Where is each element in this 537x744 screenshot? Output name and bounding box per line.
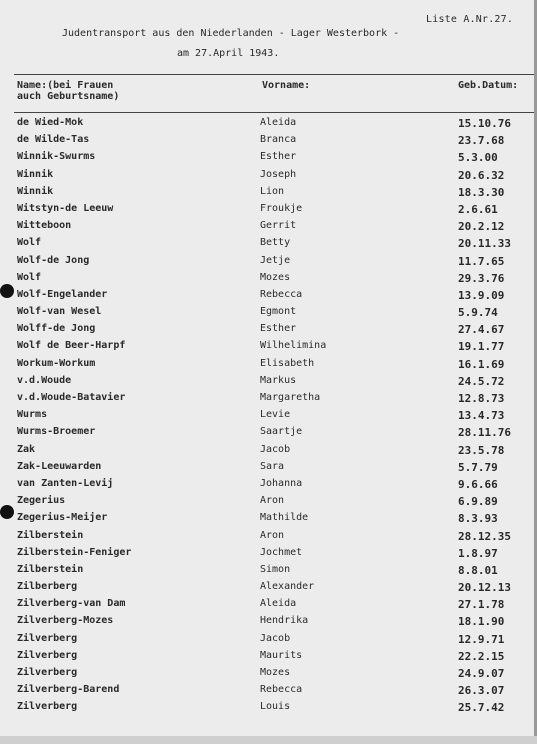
birth-date: 5.9.74 — [458, 306, 498, 320]
list-item — [0, 151, 537, 168]
birth-date: 20.6.32 — [458, 168, 505, 182]
list-item — [0, 667, 537, 684]
first-name: Markus — [260, 374, 297, 386]
list-item — [0, 392, 537, 409]
surname: Zilberstein — [17, 529, 84, 541]
birth-date: 12.9.71 — [458, 632, 505, 646]
birth-date: 20.2.12 — [458, 220, 505, 234]
birth-date: 5.7.79 — [458, 460, 498, 474]
list-item — [0, 495, 537, 512]
surname: Wolff-de Jong — [17, 323, 96, 335]
birth-date: 18.1.90 — [458, 615, 505, 629]
list-item — [0, 650, 537, 667]
list-item — [0, 340, 537, 357]
first-name: Betty — [260, 237, 291, 249]
surname: Zegerius — [17, 495, 66, 507]
surname: Zilberstein-Feniger — [17, 546, 132, 558]
surname: v.d.Woude — [17, 374, 72, 386]
surname: Witstyn-de Leeuw — [17, 202, 114, 214]
surname: Wolf de Beer-Harpf — [17, 340, 126, 352]
list-item — [0, 203, 537, 220]
birth-date: 23.7.68 — [458, 134, 505, 148]
list-item — [0, 375, 537, 392]
first-name: Froukje — [260, 202, 303, 214]
birth-date: 27.1.78 — [458, 598, 505, 612]
first-name: Branca — [260, 134, 297, 146]
first-name: Mozes — [260, 667, 291, 678]
birth-date: 2.6.61 — [458, 202, 498, 216]
surname: Wolf-de Jong — [17, 254, 90, 266]
punch-hole — [0, 505, 14, 519]
surname: Wurms — [17, 409, 48, 421]
first-name: Levie — [260, 409, 291, 421]
birth-date: 12.8.73 — [458, 392, 505, 405]
birth-date: 15.10.76 — [458, 117, 511, 130]
header-name-line-2: auch Geburtsname) — [17, 91, 120, 102]
surname: Wolf-van Wesel — [17, 306, 102, 318]
surname: Winnik — [17, 168, 54, 180]
first-name: Johanna — [260, 477, 303, 489]
first-name: Egmont — [260, 306, 297, 318]
list-item — [0, 426, 537, 443]
surname: Witteboon — [17, 220, 72, 232]
surname: Zilverberg — [17, 667, 78, 678]
list-item — [0, 117, 537, 134]
first-name: Esther — [260, 323, 297, 335]
birth-date: 9.6.66 — [458, 477, 498, 491]
first-name: Saartje — [260, 426, 303, 438]
birth-date: 28.12.35 — [458, 529, 511, 543]
list-item — [0, 255, 537, 272]
birth-date: 19.1.77 — [458, 340, 505, 354]
surname: Zilverberg — [17, 632, 78, 644]
birth-date: 27.4.67 — [458, 323, 505, 337]
list-item — [0, 444, 537, 461]
first-name: Jacob — [260, 443, 291, 455]
list-item — [0, 564, 537, 581]
first-name: Elisabeth — [260, 357, 315, 369]
list-item — [0, 272, 537, 289]
first-name: Maurits — [260, 649, 303, 661]
birth-date: 22.2.15 — [458, 649, 505, 663]
birth-date: 8.3.93 — [458, 512, 498, 526]
birth-date: 20.11.33 — [458, 237, 511, 251]
punch-hole — [0, 284, 14, 298]
surname: Workum-Workum — [17, 357, 96, 369]
header-rule-bottom — [14, 112, 534, 113]
list-item — [0, 186, 537, 203]
list-item — [0, 237, 537, 254]
birth-date: 16.1.69 — [458, 357, 505, 371]
first-name: Jetje — [260, 254, 291, 266]
first-name: Aron — [260, 495, 285, 507]
list-item — [0, 289, 537, 306]
birth-date: 18.3.30 — [458, 185, 505, 199]
surname: Zak — [17, 443, 36, 455]
header-name — [17, 80, 119, 102]
header-firstname: Vorname: — [262, 80, 311, 91]
header-rule-top — [14, 74, 534, 75]
first-name: Mozes — [260, 271, 291, 283]
surname: Zilberstein — [17, 563, 84, 575]
birth-date: 28.11.76 — [458, 426, 511, 440]
list-item — [0, 701, 537, 718]
birth-date: 29.3.76 — [458, 271, 505, 285]
title-line-1: Judentransport aus den Niederlanden - Lager Westerbork - — [62, 28, 400, 39]
surname: Zilberberg — [17, 581, 78, 593]
first-name: Simon — [260, 563, 291, 575]
list-item — [0, 409, 537, 426]
first-name: Jochmet — [260, 546, 303, 558]
first-name: Louis — [260, 701, 291, 713]
list-item — [0, 358, 537, 375]
first-name: Rebecca — [260, 684, 303, 696]
list-item — [0, 615, 537, 632]
page-bottom-edge — [0, 736, 537, 744]
list-item — [0, 512, 537, 529]
birth-date: 13.4.73 — [458, 409, 505, 423]
first-name: Aleida — [260, 117, 297, 128]
first-name: Joseph — [260, 168, 297, 180]
surname: Winnik — [17, 185, 54, 197]
surname: Wolf-Engelander — [17, 288, 108, 300]
surname: Wurms-Broemer — [17, 426, 96, 438]
first-name: Jacob — [260, 632, 291, 644]
first-name: Wilhelimina — [260, 340, 327, 352]
header-birthdate: Geb.Datum: — [458, 80, 519, 91]
title-line-2: am 27.April 1943. — [177, 48, 280, 59]
surname: Wolf — [17, 271, 42, 283]
surname: Zilverberg — [17, 701, 78, 713]
list-item — [0, 530, 537, 547]
list-item — [0, 169, 537, 186]
list-item — [0, 306, 537, 323]
list-item — [0, 220, 537, 237]
first-name: Mathilde — [260, 512, 309, 524]
first-name: Rebecca — [260, 288, 303, 300]
birth-date: 13.9.09 — [458, 288, 505, 302]
first-name: Lion — [260, 185, 285, 197]
surname: Zilverberg-van Dam — [17, 598, 126, 610]
birth-date: 8.8.01 — [458, 563, 498, 577]
birth-date: 6.9.89 — [458, 495, 498, 509]
first-name: Alexander — [260, 581, 315, 593]
person-list — [0, 117, 537, 719]
first-name: Aron — [260, 529, 285, 541]
list-item — [0, 323, 537, 340]
birth-date: 23.5.78 — [458, 443, 505, 457]
first-name: Aleida — [260, 598, 297, 610]
birth-date: 11.7.65 — [458, 254, 505, 268]
list-item — [0, 478, 537, 495]
list-item — [0, 581, 537, 598]
birth-date: 24.5.72 — [458, 374, 505, 388]
first-name: Esther — [260, 151, 297, 163]
surname: Winnik-Swurms — [17, 151, 96, 163]
birth-date: 24.9.07 — [458, 667, 505, 680]
birth-date: 25.7.42 — [458, 701, 505, 715]
first-name: Gerrit — [260, 220, 297, 232]
list-item — [0, 134, 537, 151]
surname: Zilverberg-Barend — [17, 684, 120, 696]
surname: v.d.Woude-Batavier — [17, 392, 126, 403]
birth-date: 26.3.07 — [458, 684, 505, 698]
list-item — [0, 461, 537, 478]
first-name: Hendrika — [260, 615, 309, 627]
birth-date: 5.3.00 — [458, 151, 498, 165]
first-name: Sara — [260, 460, 285, 472]
list-item — [0, 598, 537, 615]
list-item — [0, 547, 537, 564]
surname: Zilverberg-Mozes — [17, 615, 114, 627]
birth-date: 20.12.13 — [458, 581, 511, 595]
birth-date: 1.8.97 — [458, 546, 498, 560]
surname: Zegerius-Meijer — [17, 512, 108, 524]
surname: Zilverberg — [17, 649, 78, 661]
first-name: Margaretha — [260, 392, 321, 403]
surname: van Zanten-Levij — [17, 477, 114, 489]
list-item — [0, 633, 537, 650]
surname: Zak-Leeuwarden — [17, 460, 102, 472]
surname: de Wied-Mok — [17, 117, 84, 128]
surname: de Wilde-Tas — [17, 134, 90, 146]
list-item — [0, 684, 537, 701]
header-name-line-1: Name:(bei Frauen — [17, 80, 114, 91]
list-reference: Liste A.Nr.27. — [426, 14, 514, 25]
surname: Wolf — [17, 237, 42, 249]
